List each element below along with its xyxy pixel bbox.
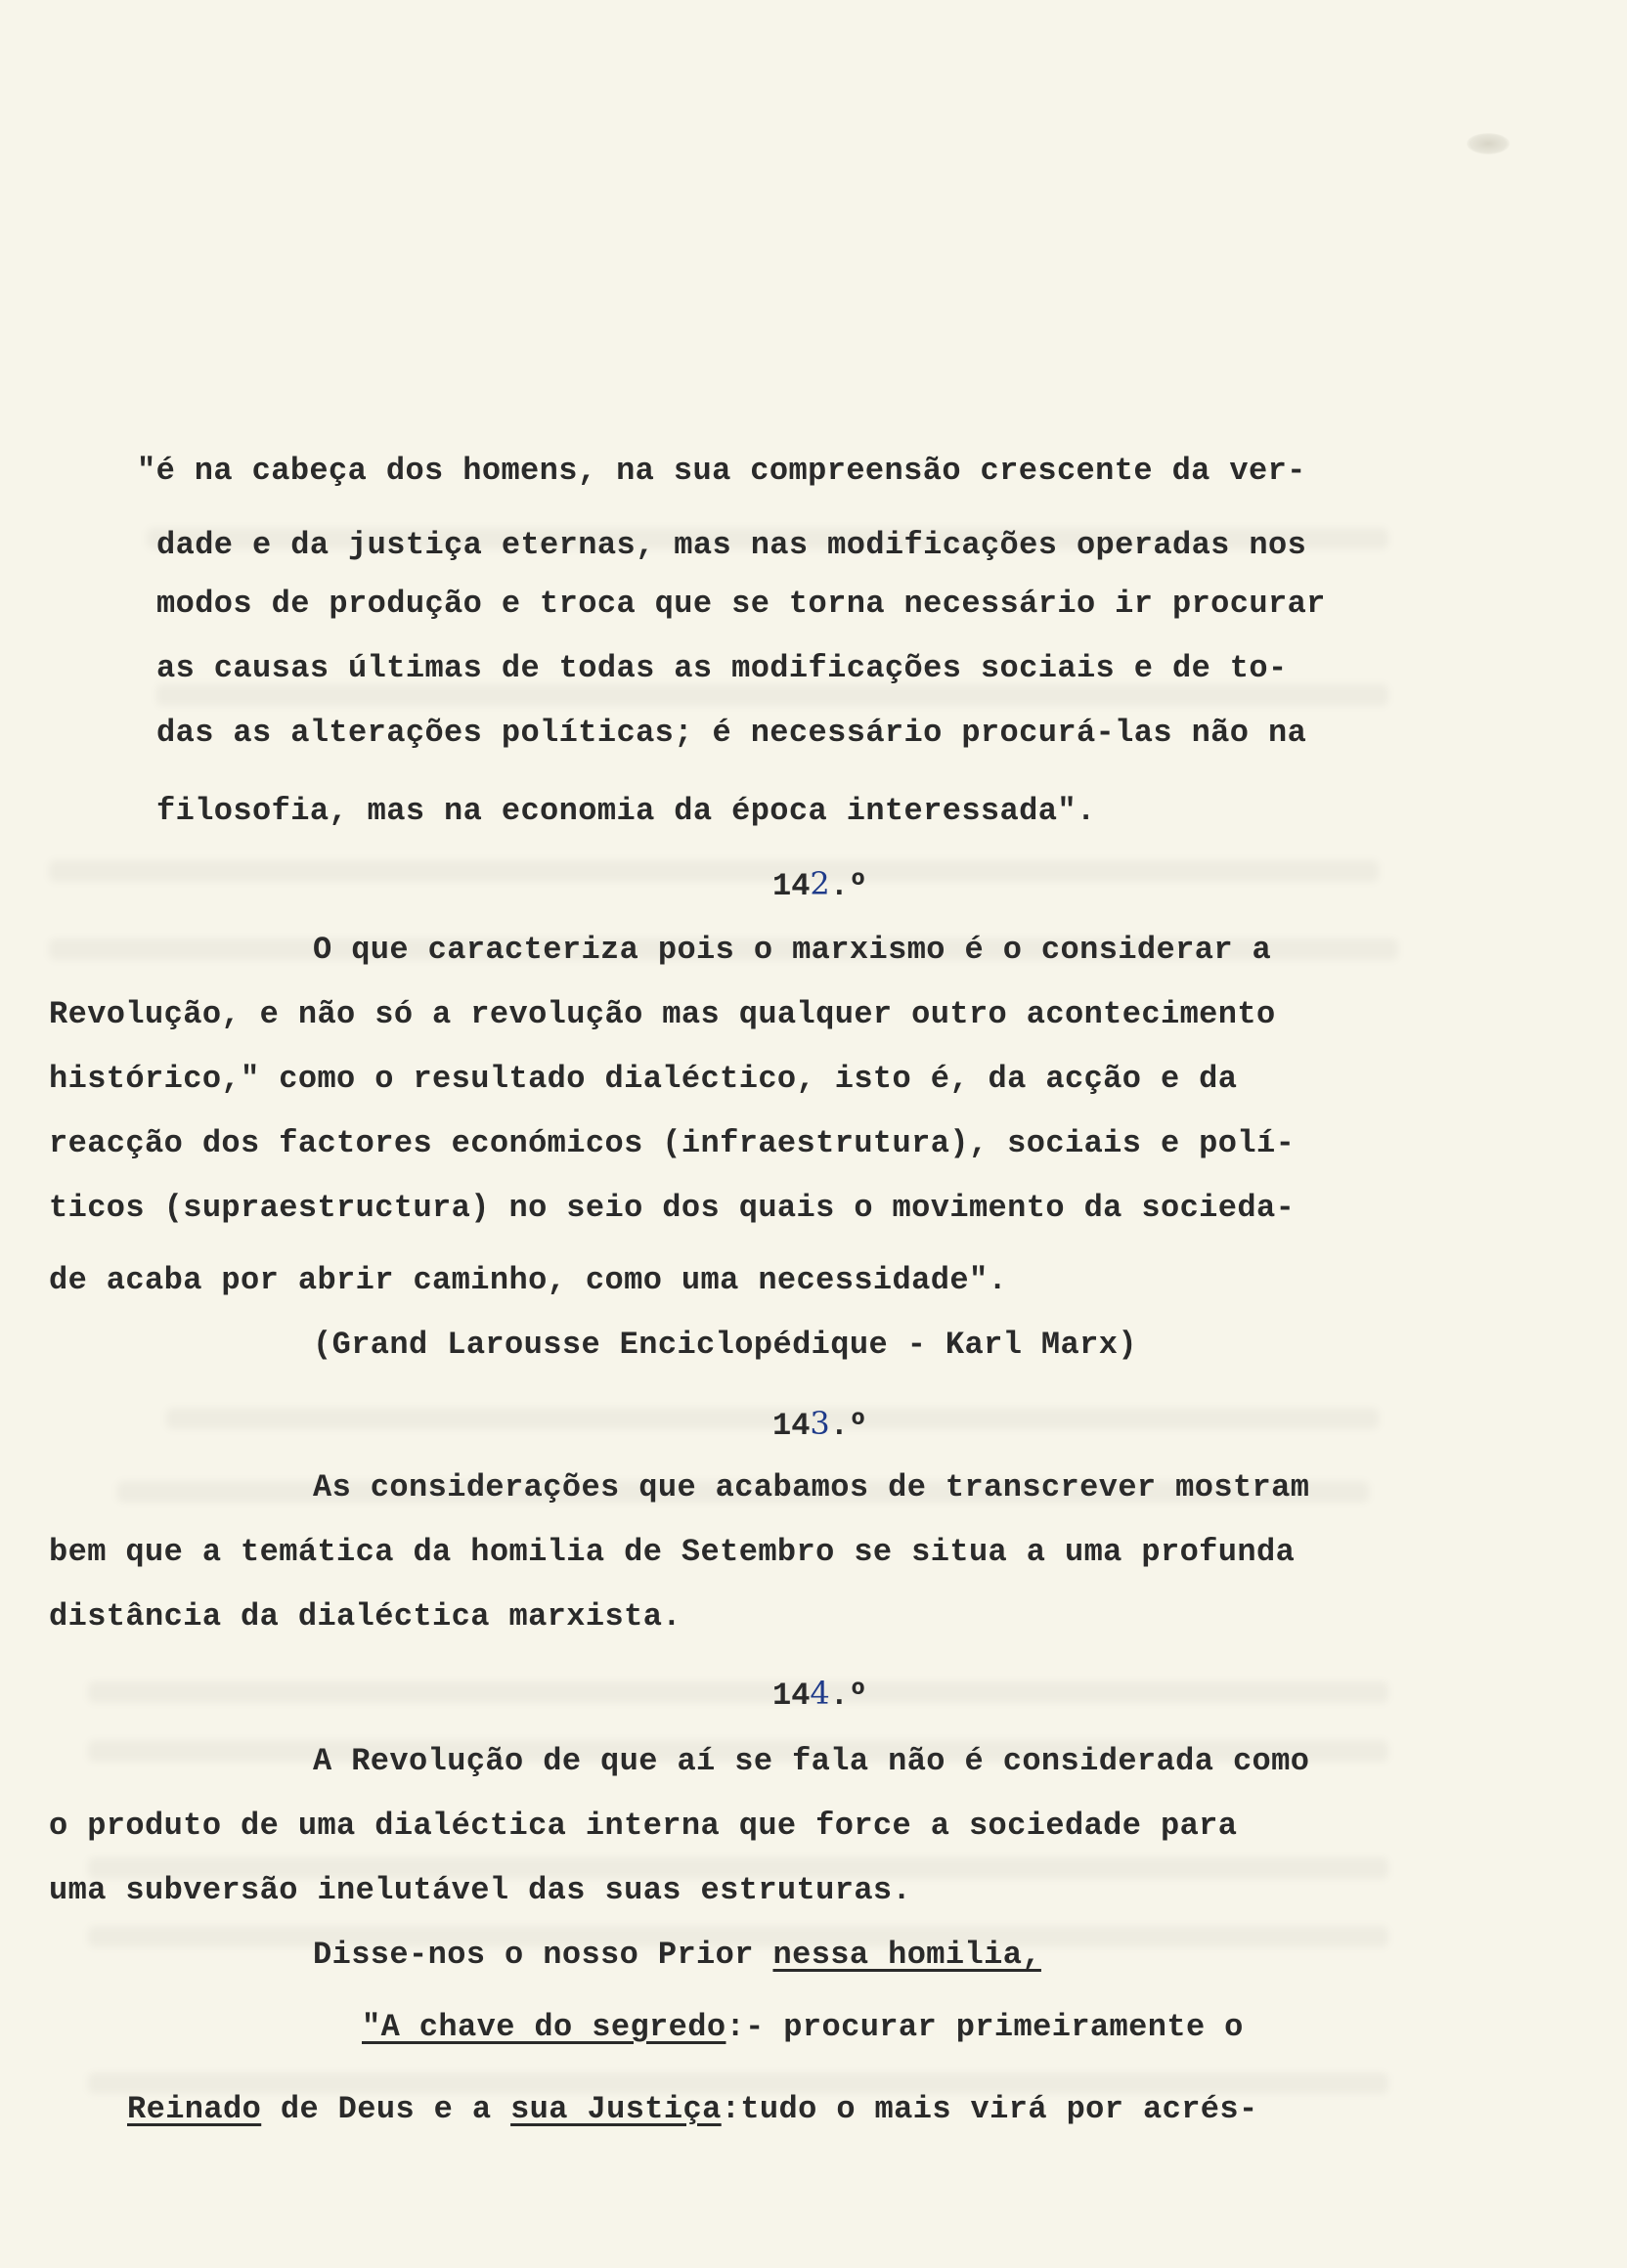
text-line: "é na cabeça dos homens, na sua compreensão crescente da ver- <box>137 453 1306 489</box>
text-line: Revolução, e não só a revolução mas qualquer outro acontecimento <box>49 996 1276 1032</box>
text-line: de acaba por abrir caminho, como uma necessidade". <box>49 1262 1008 1298</box>
show-through <box>49 860 1379 882</box>
text-line: dade e da justiça eternas, mas nas modificações operadas nos <box>156 527 1307 563</box>
show-through <box>88 1681 1388 1703</box>
section-number: 144.º <box>772 1675 868 1714</box>
text-line: A Revolução de que aí se fala não é considerada como <box>313 1743 1310 1779</box>
text-line: ticos (supraestructura) no seio dos quais o movimento da socieda- <box>49 1190 1296 1226</box>
text-line: reacção dos factores económicos (infraestrutura), sociais e polí- <box>49 1125 1296 1161</box>
text-line: as causas últimas de todas as modificações sociais e de to- <box>156 650 1288 686</box>
text-line: uma subversão inelutável das suas estruturas. <box>49 1872 912 1908</box>
text-line: o produto de uma dialéctica interna que force a sociedade para <box>49 1808 1238 1844</box>
paper-mark <box>1467 133 1510 154</box>
text-line: distância da dialéctica marxista. <box>49 1598 682 1635</box>
text-line: As considerações que acabamos de transcrever mostram <box>313 1469 1310 1505</box>
text-line: Disse-nos o nosso Prior nessa homilia, <box>313 1937 1041 1973</box>
text-line: bem que a temática da homilia de Setembro se situa a uma profunda <box>49 1534 1296 1570</box>
section-number: 143.º <box>772 1405 868 1444</box>
section-number: 142.º <box>772 865 868 904</box>
text-line: modos de produção e troca que se torna necessário ir procurar <box>156 586 1326 622</box>
citation: (Grand Larousse Enciclopédique - Karl Marx) <box>313 1327 1137 1363</box>
text-line: Reinado de Deus e a sua Justiça:tudo o mais virá por acrés- <box>127 2091 1258 2127</box>
text-line: "A chave do segredo:- procurar primeiramente o <box>362 2009 1244 2045</box>
text-line: filosofia, mas na economia da época interessada". <box>156 793 1096 829</box>
text-line: das as alterações políticas; é necessário procurá-las não na <box>156 715 1307 751</box>
text-line: histórico," como o resultado dialéctico, isto é, da acção e da <box>49 1061 1238 1097</box>
text-line: O que caracteriza pois o marxismo é o considerar a <box>313 932 1272 968</box>
